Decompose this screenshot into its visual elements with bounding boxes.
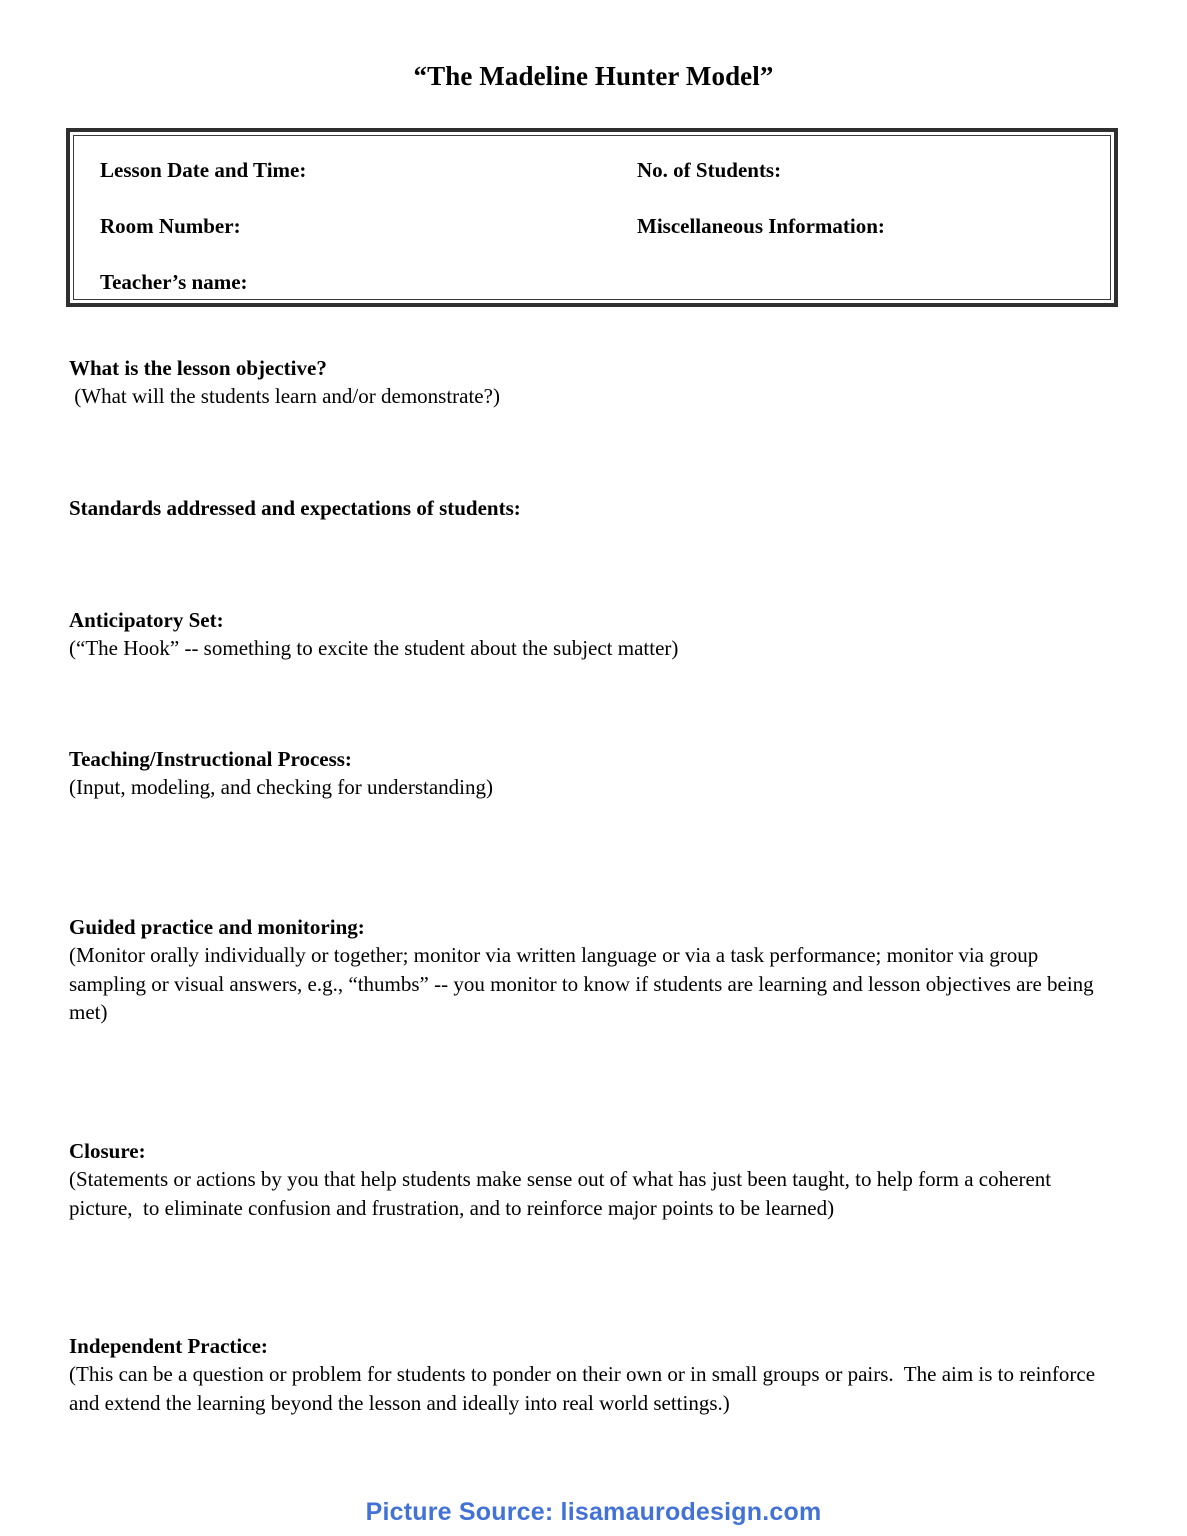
info-row <box>100 158 1110 214</box>
section-heading-standards: Standards addressed and expectations of students: <box>69 496 521 520</box>
section-standards <box>69 494 1097 522</box>
section-closure <box>69 1137 1097 1222</box>
section-heading-independent-practice: Independent Practice: <box>69 1334 268 1358</box>
section-guided-practice-and-monitoring <box>69 913 1097 1027</box>
info-row <box>100 214 1110 270</box>
section-note-lesson-objective: (What will the students learn and/or demonstrate?) <box>69 384 500 409</box>
section-heading-guided-practice-and-monitoring: Guided practice and monitoring: <box>69 915 365 939</box>
section-teaching-instructional-process <box>69 745 1097 802</box>
lesson-info-grid <box>74 136 1110 299</box>
page-title: “The Madeline Hunter Model” <box>413 61 774 91</box>
field-label-no-of-students: No. of Students: <box>637 158 782 182</box>
lesson-info-box-inner-border <box>73 135 1111 300</box>
section-heading-teaching-instructional-process: Teaching/Instructional Process: <box>69 747 352 771</box>
section-note-teaching-instructional-process: (Input, modeling, and checking for understanding) <box>69 775 493 800</box>
section-note-guided-practice-and-monitoring: (Monitor orally individually or together; monitor via written language or via a task performance; monitor via group sampling or visual answers, e.g., “thumbs” -- you monitor to know if students are learning and lesson objectives are being met) <box>69 943 1099 1025</box>
field-label-lesson-date-and-time: Lesson Date and Time: <box>100 158 307 182</box>
section-note-independent-practice: (This can be a question or problem for students to ponder on their own or in small groups or pairs. The aim is to reinforce and extend the learning beyond the lesson and ideally into real world settings.) <box>69 1362 1101 1415</box>
field-label-room-number: Room Number: <box>100 214 241 238</box>
section-note-closure: (Statements or actions by you that help students make sense out of what has just been taught, to help form a coherent picture, to eliminate confusion and frustration, and to reinforce major points to be learned) <box>69 1167 1057 1220</box>
lesson-info-box <box>66 128 1118 307</box>
info-row <box>100 270 1110 326</box>
picture-source-attribution: Picture Source: lisamaurodesign.com <box>365 1498 822 1526</box>
section-anticipatory-set <box>69 606 1097 663</box>
section-lesson-objective <box>69 354 1097 411</box>
section-heading-closure: Closure: <box>69 1139 146 1163</box>
section-independent-practice <box>69 1332 1101 1417</box>
field-label-teachers-name: Teacher’s name: <box>100 270 248 294</box>
section-heading-lesson-objective: What is the lesson objective? <box>69 356 327 380</box>
section-note-anticipatory-set: (“The Hook” -- something to excite the student about the subject matter) <box>69 636 679 661</box>
field-label-miscellaneous-information: Miscellaneous Information: <box>637 214 885 238</box>
section-heading-anticipatory-set: Anticipatory Set: <box>69 608 224 632</box>
